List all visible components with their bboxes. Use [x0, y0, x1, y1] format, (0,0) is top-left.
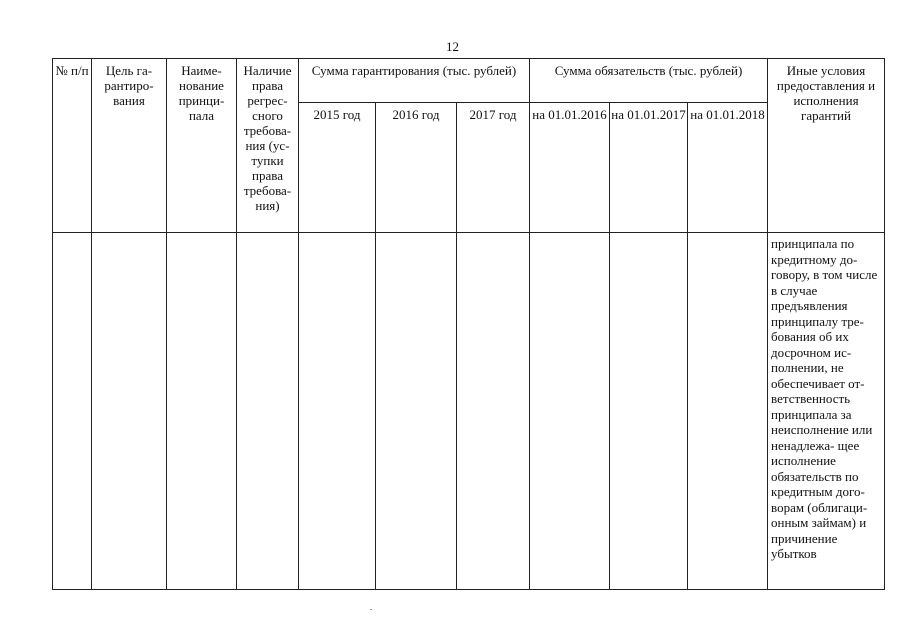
table-row — [53, 233, 885, 590]
header-num: № п/п — [53, 59, 92, 233]
header-year-2016: 2016 год — [376, 103, 457, 233]
header-year-2015: 2015 год — [299, 103, 376, 233]
header-date-2018: на 01.01.2018 — [688, 103, 768, 233]
cell-obligation-2018 — [688, 233, 768, 590]
cell-num — [53, 233, 92, 590]
page-number: 12 — [446, 39, 459, 54]
header-year-2017: 2017 год — [457, 103, 530, 233]
cell-sum-2016 — [376, 233, 457, 590]
cell-obligation-2017 — [610, 233, 688, 590]
header-other-conditions: Иные условия предоставления и исполнения гарантий — [768, 59, 885, 233]
cell-principal-name — [167, 233, 237, 590]
cell-regress — [237, 233, 299, 590]
scan-mark — [370, 609, 372, 610]
cell-sum-2017 — [457, 233, 530, 590]
header-regress: Наличие права регрес- сного требова- ния (ус- тупки права требова- ния) — [237, 59, 299, 233]
header-obligations-sum: Сумма обязательств (тыс. рублей) — [530, 59, 768, 103]
header-date-2017: на 01.01.2017 — [610, 103, 688, 233]
header-principal-name: Наиме- нование принци- пала — [167, 59, 237, 233]
header-row — [53, 59, 885, 103]
guarantees-table — [52, 58, 885, 590]
header-guarantee-sum: Сумма гарантирования (тыс. рублей) — [299, 59, 530, 103]
cell-other-conditions: принципала по кредитному до- говору, в том числе в случае предъявления принципалу тре- бования об их досрочном ис- полнении, не обеспечивает от- ветственность принципала за неисполнение или ненадлежа- щее исполнение обязательств по кредитным дого- ворам (облигаци- онным займам) и причинение убытков — [768, 233, 885, 590]
cell-purpose — [92, 233, 167, 590]
header-purpose: Цель га- рантиро- вания — [92, 59, 167, 233]
cell-obligation-2016 — [530, 233, 610, 590]
header-date-2016: на 01.01.2016 — [530, 103, 610, 233]
cell-sum-2015 — [299, 233, 376, 590]
